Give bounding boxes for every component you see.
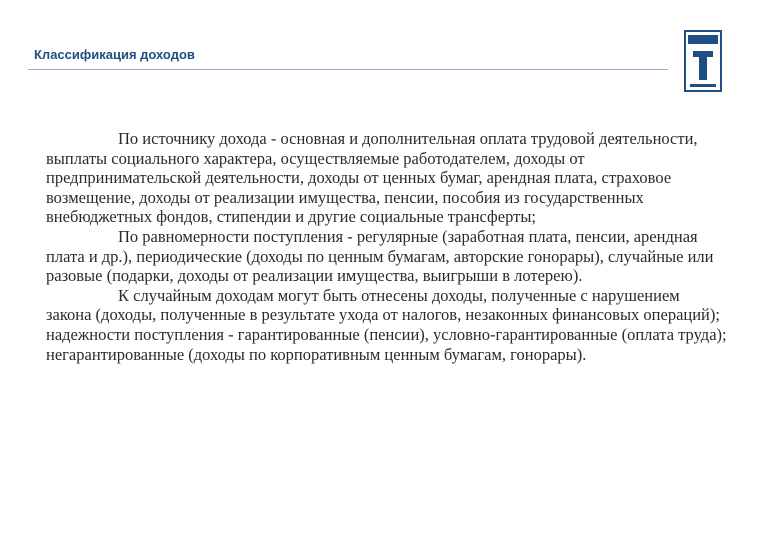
turan-university-logo (684, 30, 722, 92)
header-divider (28, 69, 668, 70)
paragraph-income-regularity: По равномерности поступления - регулярные (заработная плата, пенсии, арендная плата и др.), периодические (доходы по ценным бумагам, авторские гонорары), случайные или разовые (подарки, доходы от реализации имущества, выигрыши в лотерею). (46, 226, 714, 286)
page-title: Классификация доходов (34, 47, 195, 62)
paragraph-income-source: По источнику дохода - основная и дополнительная оплата трудовой деятельности, выплаты социального характера, осуществляемые работодателем, доходы от предпринимательской деятельности, доходы от ценных бумаг, арендная плата, страховое возмещение, доходы от реализации имущества, пенсии, пособия из государственных внебюджетных фондов, стипендии и другие социальные трансферты; (46, 129, 698, 227)
paragraph-random-income: К случайным доходам могут быть отнесены доходы, полученные с нарушением закона (доходы, полученные в результате ухода от налогов, незаконных финансовых операций); надежности поступления - гарантированные (пенсии), условно-гарантированные (оплата труда); негарантированные (доходы по корпоративным ценным бумагам, гонорары). (46, 285, 727, 364)
body-text (46, 129, 728, 364)
